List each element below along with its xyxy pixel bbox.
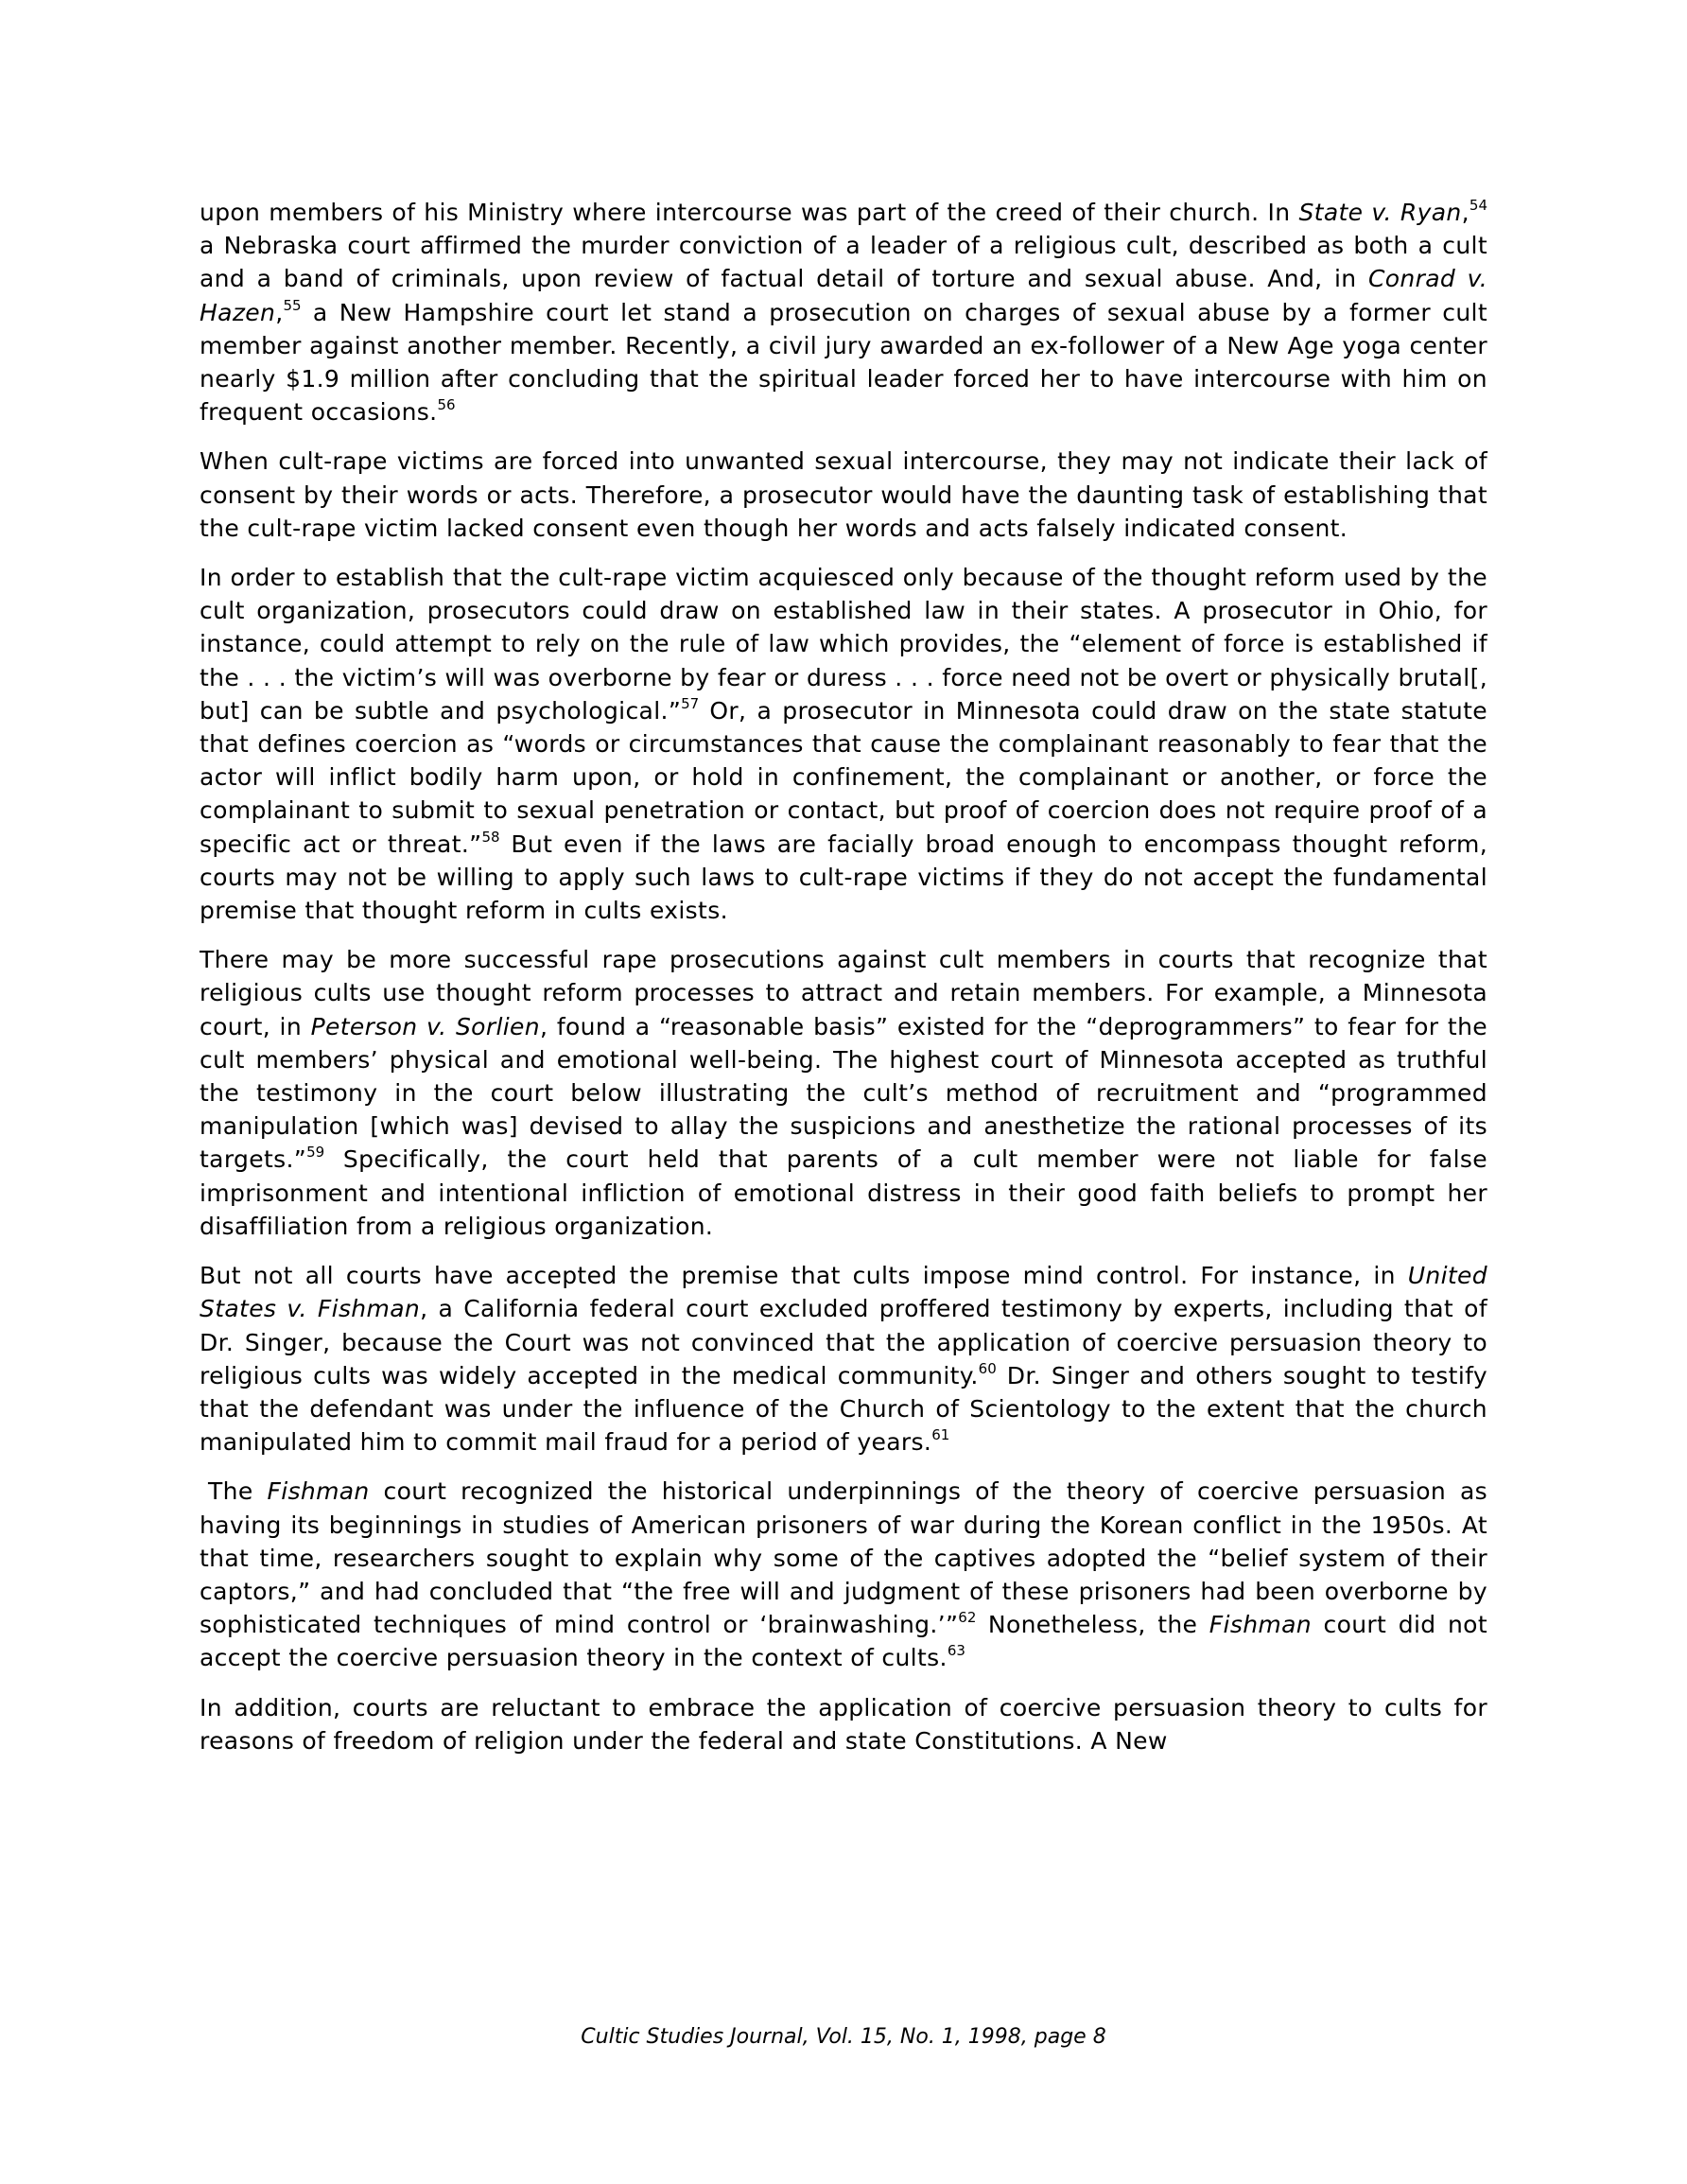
footnote-ref: 57 bbox=[681, 694, 700, 712]
footnote-ref: 56 bbox=[437, 396, 456, 414]
text-run: upon members of his Ministry where intercourse was part of the creed of their church. In bbox=[200, 199, 1299, 226]
footnote-ref: 62 bbox=[958, 1609, 977, 1627]
case-name: State v. Ryan bbox=[1298, 199, 1462, 226]
case-name: Fishman bbox=[267, 1477, 370, 1506]
footnote-ref: 63 bbox=[947, 1642, 965, 1660]
paragraph-5 bbox=[200, 1259, 1487, 1459]
footnote-ref: 61 bbox=[931, 1426, 950, 1444]
text-run: court did not accept the coercive persuasion theory in the context of cults. bbox=[200, 1611, 1487, 1672]
text-run: In order to establish that the cult-rape victim acquiesced only because of the thought reform used by the cult organization, prosecutors could draw on established law in their states. A prosecutor in Ohio, for instance, could attempt to rely on the rule of law which provides, the “element of force is established if the . . . the victim’s will was overborne by fear or duress . . . force need not be overt or physically brutal[, but] can be subtle and psychological.” bbox=[200, 564, 1487, 725]
footer-citation: Cultic Studies Journal, Vol. 15, No. 1, 1998, page 8 bbox=[581, 2025, 1106, 2049]
text-run: court recognized the historical underpinnings of the theory of coercive persuasion as having its beginnings in studies of American prisoners of war during the Korean conflict in the 1950s. At that time, researchers sought to explain why some of the captives adopted the “belief system of their captors,” and had concluded that “the free will and judgment of these prisoners had been overborne by sophisticated techniques of mind control or ‘brainwashing.’” bbox=[200, 1477, 1488, 1639]
footnote-ref: 55 bbox=[283, 296, 302, 314]
paragraph-7 bbox=[200, 1691, 1487, 1757]
case-name: Conrad v. Hazen bbox=[200, 265, 1487, 326]
text-run: , a California federal court excluded proffered testimony by experts, including that of Dr. Singer, because the Court was not convinced that the application of coercive persuasion theory to religious cults was widely accepted in the medical community. bbox=[200, 1295, 1487, 1389]
text-run: Dr. Singer and others sought to testify that the defendant was under the influence of the Church of Scientology to the extent that the church manipulated him to commit mail fraud for a period of years. bbox=[200, 1361, 1487, 1457]
document-body bbox=[200, 196, 1487, 1773]
text-run: Or, a prosecutor in Minnesota could draw on the state statute that defines coercion as “words or circumstances that cause the complainant reasonably to fear that the actor will inflict bodily harm upon, or hold in confinement, the complainant or another, or force the complainant to submit to sexual penetration or contact, but proof of coercion does not require proof of a specific act or threat.” bbox=[200, 696, 1487, 858]
text-run: , bbox=[275, 298, 284, 326]
footnote-ref: 58 bbox=[481, 828, 500, 846]
paragraph-6 bbox=[200, 1475, 1487, 1674]
paragraph-2 bbox=[200, 445, 1487, 545]
text-run: a New Hampshire court let stand a prosecution on charges of sexual abuse by a former cult member against another member. Recently, a civil jury awarded an ex-follower of a New Age yoga center nearly $1.9 million after concluding that the spiritual leader forced her to have intercourse with him on frequent occasions. bbox=[200, 298, 1487, 427]
case-name: Peterson v. Sorlien bbox=[310, 1012, 540, 1040]
page-footer bbox=[0, 2023, 1687, 2052]
text-run: Specifically, the court held that parents of a cult member were not liable for false imprisonment and intentional infliction of emotional distress in their good faith beliefs to prompt her disaffiliation from a religious organization. bbox=[200, 1145, 1487, 1240]
case-name: Fishman bbox=[1209, 1611, 1312, 1639]
paragraph-3 bbox=[200, 561, 1487, 927]
text-run: , bbox=[1461, 199, 1470, 226]
case-name: United States v. Fishman bbox=[200, 1262, 1487, 1323]
text-run: a Nebraska court affirmed the murder conviction of a leader of a religious cult, described as both a cult and a band of criminals, upon review of factual detail of torture and sexual abuse. And, in bbox=[200, 232, 1487, 293]
footnote-ref: 60 bbox=[978, 1359, 997, 1377]
text-run: But even if the laws are facially broad enough to encompass thought reform, courts may not be willing to apply such laws to cult-rape victims if they do not accept the fundamental premise that thought reform in cults exists. bbox=[200, 830, 1487, 925]
text-run: Nonetheless, the bbox=[976, 1611, 1209, 1639]
paragraph-1 bbox=[200, 196, 1487, 428]
footnote-ref: 54 bbox=[1469, 197, 1487, 214]
paragraph-4 bbox=[200, 943, 1487, 1243]
text-run: , found a “reasonable basis” existed for the “deprogrammers” to fear for the cult members’ physical and emotional well-being. The highest court of Minnesota accepted as truthful the testimony in the court below illustrating the cult’s method of recruitment and “programmed manipulation [which was] devised to allay the suspicions and anesthetize the rational processes of its targets.” bbox=[200, 1012, 1487, 1174]
footnote-ref: 59 bbox=[306, 1144, 325, 1162]
text-run: In addition, courts are reluctant to embrace the application of coercive persuasion theory to cults for reasons of freedom of religion under the federal and state Constitutions. A New bbox=[200, 1693, 1487, 1755]
text-run: The bbox=[208, 1477, 268, 1506]
text-run: But not all courts have accepted the premise that cults impose mind control. For instance, in bbox=[200, 1262, 1408, 1290]
text-run: When cult-rape victims are forced into unwanted sexual intercourse, they may not indicate their lack of consent by their words or acts. Therefore, a prosecutor would have the daunting task of establishing that the cult-rape victim lacked consent even though her words and acts falsely indicated consent. bbox=[200, 447, 1487, 542]
text-run: There may be more successful rape prosecutions against cult members in courts that recognize that religious cults use thought reform processes to attract and retain members. For example, a Minnesota court, in bbox=[200, 946, 1487, 1040]
